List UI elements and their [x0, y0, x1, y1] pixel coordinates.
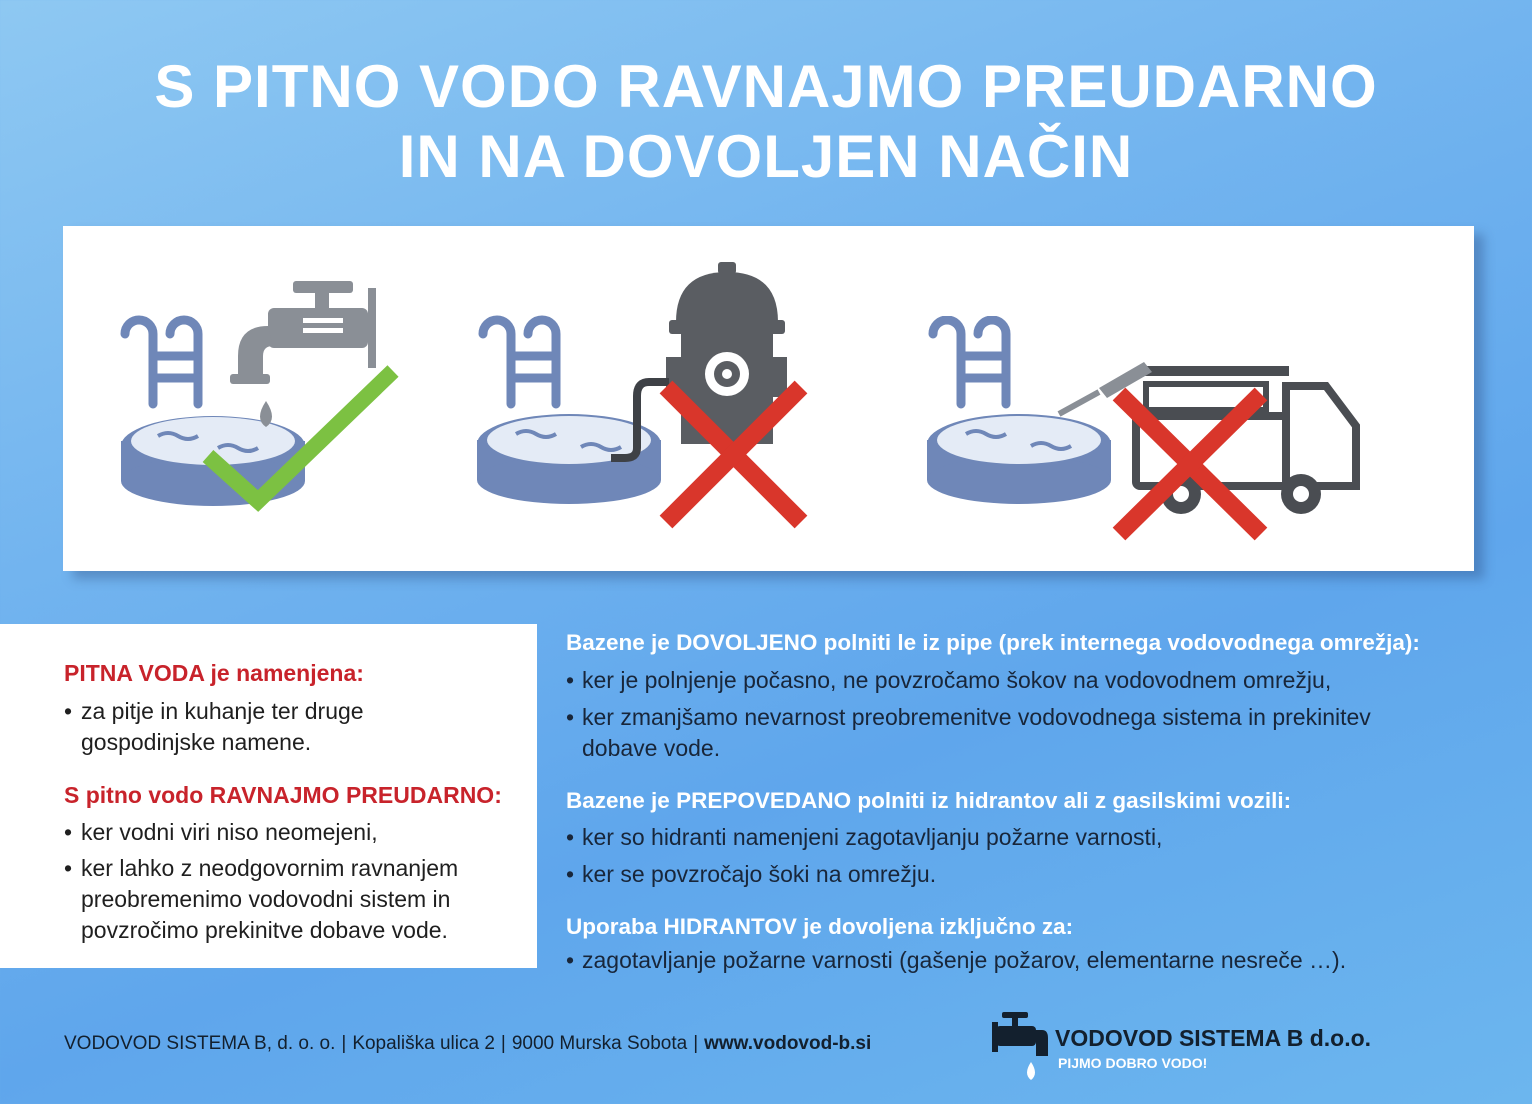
list-item: • zagotavljanje požarne varnosti (gašenje požarov, elementarne nesreče …).	[566, 947, 1347, 973]
footer-company: VODOVOD SISTEMA B, d. o. o.	[64, 1033, 336, 1054]
tap-icon	[230, 281, 376, 384]
section-heading-pitna-voda: PITNA VODA je namenjena:	[64, 660, 364, 686]
section-heading-hidranti: Uporaba HIDRANTOV je dovoljena izključno za:	[566, 914, 1074, 939]
list-item: • ker zmanjšamo nevarnost preobremenitve vodovodnega sistema in prekinitev dobave vode.	[566, 704, 1371, 761]
icon-panel	[63, 226, 1474, 571]
footer-website-link[interactable]: www.vodovod-b.si	[704, 1033, 872, 1054]
pool-ladder-icon	[933, 320, 1006, 404]
pool-icon	[927, 414, 1111, 504]
pool-firetruck-forbidden-illustration	[921, 316, 1361, 546]
footer-address: VODOVOD SISTEMA B, d. o. o. | Kopališka ulica 2 | 9000 Murska Sobota | www.vodovod-b.si	[64, 1033, 872, 1054]
pool-hydrant-forbidden-illustration	[471, 262, 831, 532]
title-line-1: S PITNO VODO RAVNAJMO PREUDARNO	[154, 53, 1378, 120]
section-heading-ravnajmo: S pitno vodo RAVNAJMO PREUDARNO:	[64, 782, 502, 808]
footer-street: Kopališka ulica 2	[352, 1033, 495, 1054]
company-logo-name: VODOVOD SISTEMA B d.o.o.	[1055, 1025, 1372, 1051]
list-item: • ker so hidranti namenjeni zagotavljanju požarne varnosti,	[566, 824, 1163, 850]
company-logo-tagline: PIJMO DOBRO VODO!	[1058, 1055, 1208, 1071]
list-item: • ker vodni viri niso neomejeni,	[64, 819, 378, 845]
list-item: • ker je polnjenje počasno, ne povzročamo šokov na vodovodnem omrežju,	[566, 667, 1332, 693]
water-spray-icon	[1059, 392, 1099, 414]
company-tap-logo-icon	[990, 1010, 1050, 1090]
section-heading-prepovedano: Bazene je PREPOVEDANO polniti iz hidrantov ali z gasilskimi vozili:	[566, 788, 1292, 813]
pool-ladder-icon	[125, 320, 198, 404]
list-item: • za pitje in kuhanje ter druge gospodinjske namene.	[64, 698, 364, 755]
pool-ladder-icon	[483, 320, 556, 404]
section-heading-dovoljeno: Bazene je DOVOLJENO polniti le iz pipe (prek internega vodovodnega omrežja):	[566, 630, 1420, 655]
title-line-2: IN NA DOVOLJEN NAČIN	[398, 123, 1134, 190]
pool-tap-allowed-illustration	[118, 276, 408, 526]
page-title	[0, 52, 1532, 192]
footer-city: 9000 Murska Sobota	[511, 1033, 688, 1054]
list-item: • ker lahko z neodgovornim ravnanjem preobremenimo vodovodni sistem in povzročimo prekinitve dobave vode.	[64, 855, 459, 943]
list-item: • ker se povzročajo šoki na omrežju.	[566, 861, 937, 887]
